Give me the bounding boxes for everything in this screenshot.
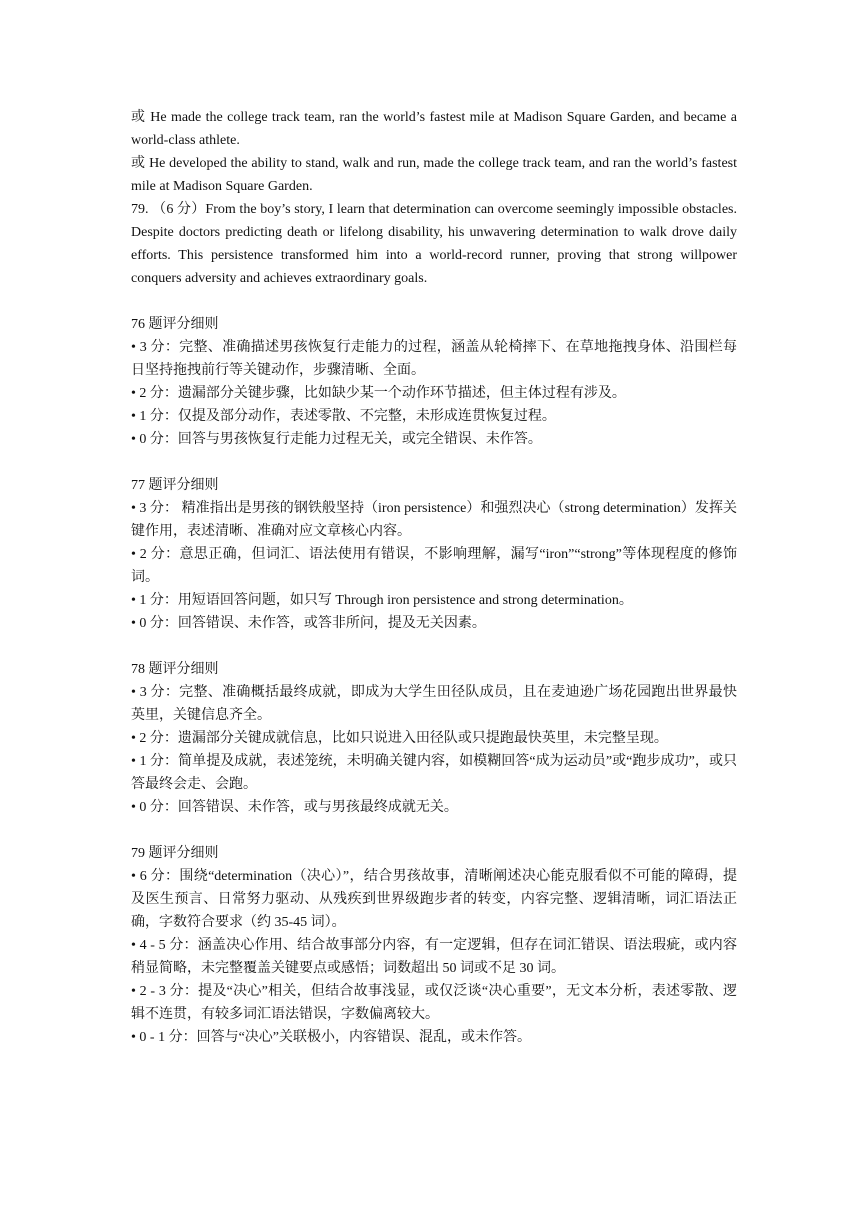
section-gap (131, 635, 737, 658)
rubric-item: • 1 分：用短语回答问题，如只写 Through iron persistence and strong determination。 (131, 593, 633, 608)
rubric-item: • 2 分：意思正确，但词汇、语法使用有错误，不影响理解，漏写“iron”“strong”等体现程度的修饰词。 (131, 547, 737, 585)
rubric-76 (131, 313, 737, 451)
rubric-title: 76 题评分细则 (131, 317, 219, 332)
rubric-78 (131, 658, 737, 819)
rubric-title: 78 题评分细则 (131, 662, 219, 677)
rubric-item: • 0 分：回答与男孩恢复行走能力过程无关，或完全错误、未作答。 (131, 432, 542, 447)
rubric-77 (131, 474, 737, 635)
section-gap (131, 819, 737, 842)
rubric-title: 79 题评分细则 (131, 846, 219, 861)
rubric-item: • 2 分：遗漏部分关键步骤，比如缺少某一个动作环节描述，但主体过程有涉及。 (131, 386, 626, 401)
rubric-item: • 1 分：简单提及成就，表述笼统，未明确关键内容，如模糊回答“成为运动员”或“跑步成功”，或只答最终会走、会跑。 (131, 754, 737, 792)
document-page (131, 106, 737, 1049)
section-gap (131, 290, 737, 313)
rubric-item: • 2 - 3 分：提及“决心”相关，但结合故事浅显，或仅泛谈“决心重要”，无文本分析，表述零散、逻辑不连贯，有较多词汇语法错误，字数偏离较大。 (131, 984, 737, 1022)
rubric-title: 77 题评分细则 (131, 478, 219, 493)
rubric-item: • 0 分：回答错误、未作答，或答非所问，提及无关因素。 (131, 616, 486, 631)
answer-alternative-2: 或 He developed the ability to stand, walk and run, made the college track team, and ran the world’s fastest mile at Madison Square Garden. (131, 156, 737, 194)
section-gap (131, 451, 737, 474)
rubric-item: • 6 分：围绕“determination（决心）”，结合男孩故事，清晰阐述决心能克服看似不可能的障碍，提及医生预言、日常努力驱动、从残疾到世界级跑步者的转变，内容完整、逻辑清晰，词汇语法正确，字数符合要求（约 35-45 词）。 (131, 869, 737, 930)
rubric-item: • 4 - 5 分：涵盖决心作用、结合故事部分内容，有一定逻辑，但存在词汇错误、语法瑕疵，或内容稍显简略，未完整覆盖关键要点或感悟；词数超出 50 词或不足 30 词。 (131, 938, 737, 976)
rubric-item: • 3 分：完整、准确描述男孩恢复行走能力的过程，涵盖从轮椅摔下、在草地拖拽身体、沿围栏每日坚持拖拽前行等关键动作，步骤清晰、全面。 (131, 340, 737, 378)
rubric-item: • 0 - 1 分：回答与“决心”关联极小，内容错误、混乱，或未作答。 (131, 1030, 531, 1045)
rubric-item: • 2 分：遗漏部分关键成就信息，比如只说进入田径队或只提跑最快英里，未完整呈现。 (131, 731, 668, 746)
rubric-item: • 3 分： 精准指出是男孩的钢铁般坚持（iron persistence）和强烈决心（strong determination）发挥关键作用，表述清晰、准确对应文章核心内容。 (131, 501, 737, 539)
rubric-item: • 3 分：完整、准确概括最终成就，即成为大学生田径队成员，且在麦迪逊广场花园跑出世界最快英里，关键信息齐全。 (131, 685, 737, 723)
answer-alternative-1: 或 He made the college track team, ran the world’s fastest mile at Madison Square Garden, and became a world-class athlete. (131, 110, 737, 148)
answer-79: 79. （6 分）From the boy’s story, I learn that determination can overcome seemingly impossible obstacles. Despite doctors predicting death or lifelong disability, his unwavering determination to walk drove daily efforts. This persistence transformed him into a world-record runner, proving that strong willpower conquers adversity and achieves extraordinary goals. (131, 202, 737, 286)
rubric-79 (131, 842, 737, 1049)
rubric-item: • 1 分：仅提及部分动作，表述零散、不完整，未形成连贯恢复过程。 (131, 409, 556, 424)
rubric-item: • 0 分：回答错误、未作答，或与男孩最终成就无关。 (131, 800, 458, 815)
